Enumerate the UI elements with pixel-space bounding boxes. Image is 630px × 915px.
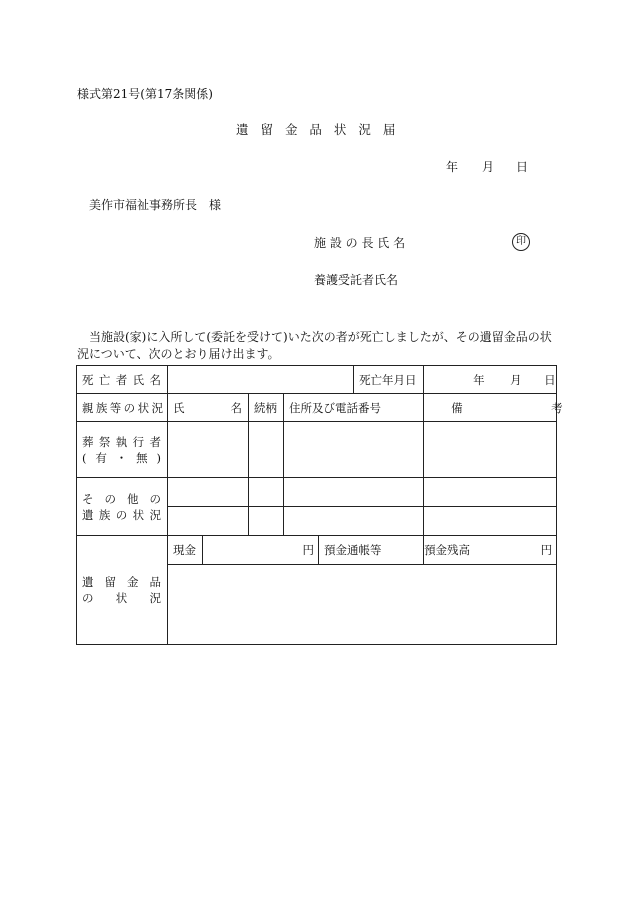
other-relative-1-remarks-field[interactable] <box>424 478 557 507</box>
funeral-executor-relation-field[interactable] <box>249 422 284 478</box>
other-relatives-label: そ の 他 の 遺 族 の 状 況 <box>77 478 168 536</box>
date-day: 日 <box>516 160 529 174</box>
relatives-status-label: 親 族 等 の 状 況 <box>77 394 168 422</box>
form-number: 様式第21号(第17条関係) <box>77 87 213 101</box>
body-line-1: 当施設(家)に入所して(委託を受けて)いた次の者が死亡しましたが、その遺留金品の状 <box>89 330 552 344</box>
facility-head-label: 施 設 の 長 氏 名 <box>314 236 406 250</box>
other-relative-1-name-field[interactable] <box>168 478 249 507</box>
other-relative-2-remarks-field[interactable] <box>424 507 557 536</box>
estate-belongings-label: 遺 留 金 品 の 状 況 <box>77 536 168 645</box>
death-date-field[interactable]: 年 月 日 <box>424 366 557 394</box>
death-date-label: 死亡年月日 <box>354 366 424 394</box>
name-column-header: 氏 名 <box>168 394 249 422</box>
body-line-2: 況について、次のとおり届け出ます。 <box>77 347 280 361</box>
deceased-name-field[interactable] <box>168 366 354 394</box>
deposit-balance-field[interactable] <box>424 536 557 565</box>
address-column-header: 住所及び電話番号 <box>284 394 424 422</box>
estate-report-table <box>76 365 563 645</box>
deposit-balance-label: 預金残高 <box>424 543 471 557</box>
deposit-yen-unit: 円 <box>540 543 553 557</box>
funeral-executor-remarks-field[interactable] <box>424 422 557 478</box>
funeral-executor-name-field[interactable] <box>168 422 249 478</box>
other-relative-2-relation-field[interactable] <box>249 507 284 536</box>
cash-yen-unit: 円 <box>302 543 314 557</box>
cash-label: 現金 <box>168 536 203 565</box>
remarks-column-header: 備 考 <box>424 394 557 422</box>
cash-amount-field[interactable] <box>203 536 319 565</box>
relation-column-header: 続柄 <box>249 394 284 422</box>
passbook-label: 預金通帳等 <box>319 536 424 565</box>
funeral-executor-address-field[interactable] <box>284 422 424 478</box>
seal-mark: 印 <box>512 233 530 251</box>
addressee: 美作市福祉事務所長 様 <box>89 198 222 212</box>
estate-details-field[interactable] <box>168 565 557 645</box>
other-relative-2-address-field[interactable] <box>284 507 424 536</box>
deceased-name-label: 死 亡 者 氏 名 <box>77 366 168 394</box>
date-year: 年 <box>446 160 459 174</box>
form-title: 遺 留 金 品 状 況 届 <box>236 122 400 137</box>
trustee-label: 養護受託者氏名 <box>314 273 399 287</box>
date-month: 月 <box>482 160 495 174</box>
other-relative-1-address-field[interactable] <box>284 478 424 507</box>
funeral-executor-label: 葬 祭 執 行 者 ( 有 ・ 無 ) <box>77 422 168 478</box>
other-relative-1-relation-field[interactable] <box>249 478 284 507</box>
other-relative-2-name-field[interactable] <box>168 507 249 536</box>
